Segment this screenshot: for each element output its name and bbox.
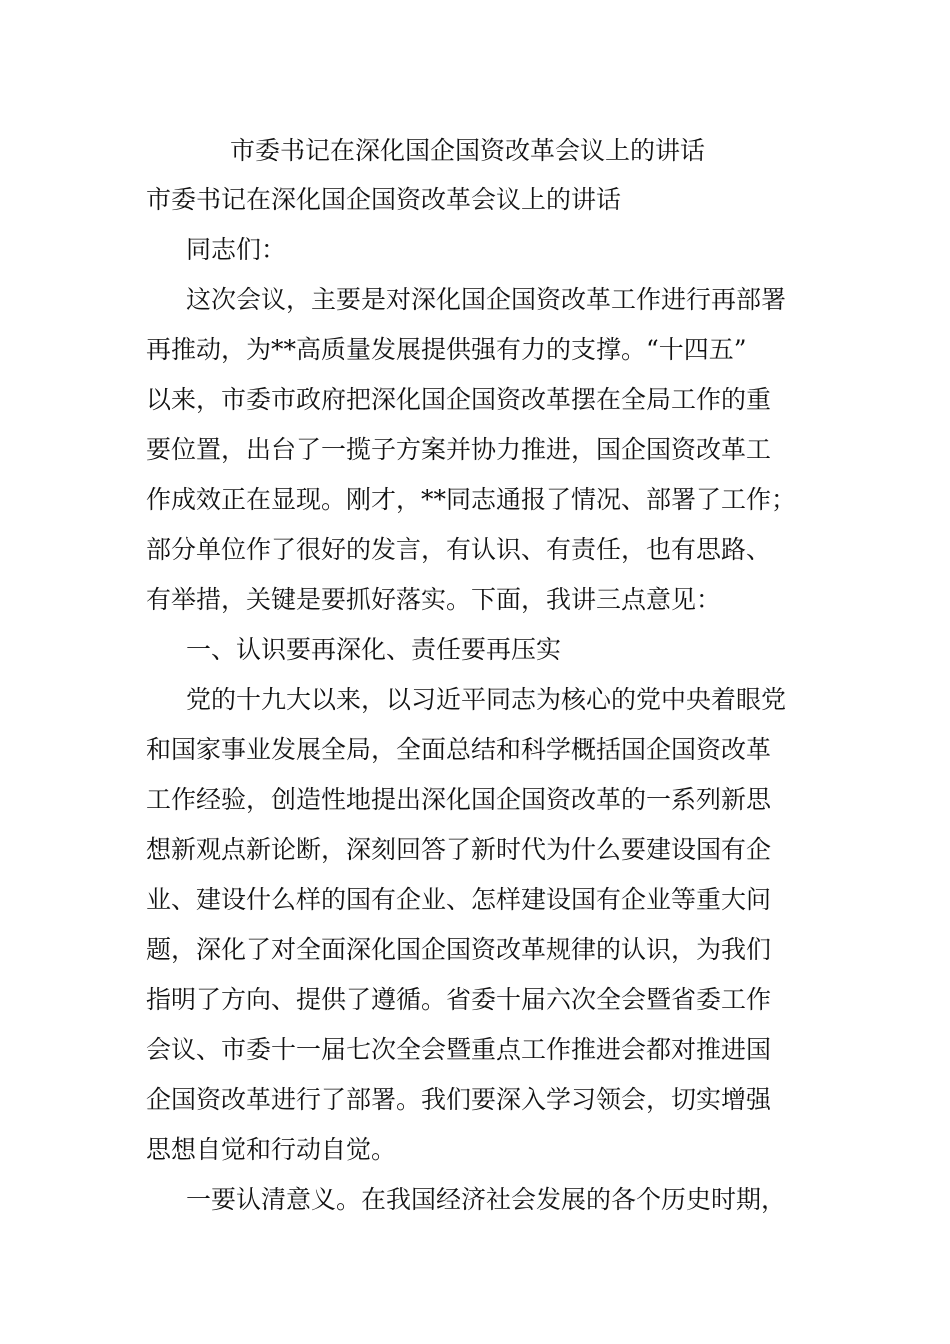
- paragraph-line: 以来，市委市政府把深化国企国资改革摆在全局工作的重: [146, 385, 772, 414]
- paragraph-line: 工作经验，创造性地提出深化国企国资改革的一系列新思: [146, 785, 772, 814]
- paragraph-line: 有举措，关键是要抓好落实。下面，我讲三点意见：: [146, 585, 722, 614]
- document-title: 市委书记在深化国企国资改革会议上的讲话: [230, 136, 706, 165]
- paragraph-line: 思想自觉和行动自觉。: [146, 1135, 397, 1164]
- paragraph-line: 会议、市委十一届七次全会暨重点工作推进会都对推进国: [146, 1035, 772, 1064]
- paragraph-line: 题，深化了对全面深化国企国资改革规律的认识，为我们: [146, 935, 772, 964]
- paragraph-line: 和国家事业发展全局，全面总结和科学概括国企国资改革: [146, 735, 772, 764]
- paragraph-line: 再推动，为**高质量发展提供强有力的支撑。“十四五”: [146, 335, 747, 364]
- paragraph-line: 作成效正在显现。刚才，**同志通报了情况、部署了工作；: [146, 485, 797, 514]
- paragraph-line: 部分单位作了很好的发言，有认识、有责任，也有思路、: [146, 535, 772, 564]
- paragraph-line: 一要认清意义。在我国经济社会发展的各个历史时期，: [186, 1185, 787, 1214]
- document-subtitle: 市委书记在深化国企国资改革会议上的讲话: [146, 185, 622, 214]
- salutation-line: 同志们：: [186, 235, 287, 264]
- paragraph-line: 想新观点新论断，深刻回答了新时代为什么要建设国有企: [146, 835, 772, 864]
- paragraph-line: 业、建设什么样的国有企业、怎样建设国有企业等重大问: [146, 885, 772, 914]
- paragraph-line: 要位置，出台了一揽子方案并协力推进，国企国资改革工: [146, 435, 772, 464]
- paragraph-line: 企国资改革进行了部署。我们要深入学习领会，切实增强: [146, 1085, 772, 1114]
- paragraph-line: 党的十九大以来，以习近平同志为核心的党中央着眼党: [186, 685, 787, 714]
- section-heading: 一、认识要再深化、责任要再压实: [186, 635, 562, 664]
- paragraph-line: 指明了方向、提供了遵循。省委十届六次全会暨省委工作: [146, 985, 772, 1014]
- paragraph-line: 这次会议，主要是对深化国企国资改革工作进行再部署: [186, 285, 787, 314]
